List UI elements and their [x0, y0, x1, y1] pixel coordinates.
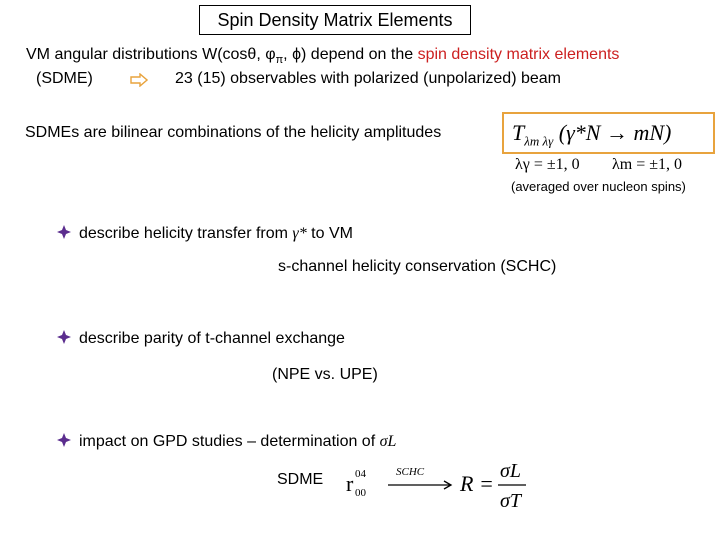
formula-r-superscript: 04: [355, 468, 366, 480]
averaged-note: (averaged over nucleon spins): [511, 179, 686, 194]
intro-text-start: VM angular distributions W(cosθ, φ: [26, 46, 276, 63]
sdme-statement: SDMEs are bilinear combinations of the helicity amplitudes: [25, 124, 442, 141]
sdme-label: SDME: [277, 471, 324, 488]
npe-upe-note: (NPE vs. UPE): [272, 366, 378, 383]
intro-text-mid: , ϕ) depend on the: [283, 46, 418, 63]
bullet-item-parity: [57, 330, 345, 348]
formula-numerator: σL: [500, 460, 521, 482]
formula-denominator: σT: [500, 490, 521, 512]
bullet-item-gpd: [57, 433, 396, 451]
diamond-bullet-icon: [57, 433, 71, 447]
helicity-amplitude-box: [502, 112, 715, 154]
amplitude-symbol: T: [512, 120, 525, 145]
lambda-gamma-values: λγ = ±1, 0: [515, 156, 580, 173]
intro-highlight: spin density matrix elements: [417, 46, 620, 63]
page-title: Spin Density Matrix Elements: [199, 5, 471, 35]
diamond-bullet-icon: [57, 330, 71, 344]
intro-line-1: [26, 46, 619, 66]
arrow-right-icon: [130, 73, 148, 92]
bullet-3-text: impact on GPD studies – determination of: [79, 433, 380, 450]
bullet-1-symbol: γ*: [292, 225, 307, 242]
lambda-m-values: λm = ±1, 0: [612, 156, 683, 173]
schc-note: s-channel helicity conservation (SCHC): [278, 258, 557, 275]
diamond-bullet-icon: [57, 225, 71, 239]
bullet-item-helicity: [57, 225, 353, 243]
amplitude-subscript: λm λγ: [524, 133, 554, 149]
bullet-1-tail: to VM: [306, 225, 353, 242]
formula-lhs: R =: [460, 471, 494, 496]
intro-label-sdme: (SDME): [36, 70, 93, 87]
bullet-1-text: describe helicity transfer from: [79, 225, 293, 242]
sdme-formula: [340, 455, 530, 530]
formula-arrow-label: SCHC: [396, 466, 425, 478]
formula-r-subscript: 00: [355, 487, 366, 499]
amplitude-expression: (γ*N → mN): [558, 120, 672, 145]
bullet-3-symbol: σL: [379, 433, 397, 450]
intro-subscript: π: [275, 54, 284, 67]
bullet-2-text: describe parity of t-channel exchange: [79, 330, 345, 347]
formula-r-symbol: r: [346, 471, 354, 496]
long-arrow-icon: [388, 481, 451, 489]
intro-observables: 23 (15) observables with polarized (unpolarized) beam: [175, 70, 561, 87]
